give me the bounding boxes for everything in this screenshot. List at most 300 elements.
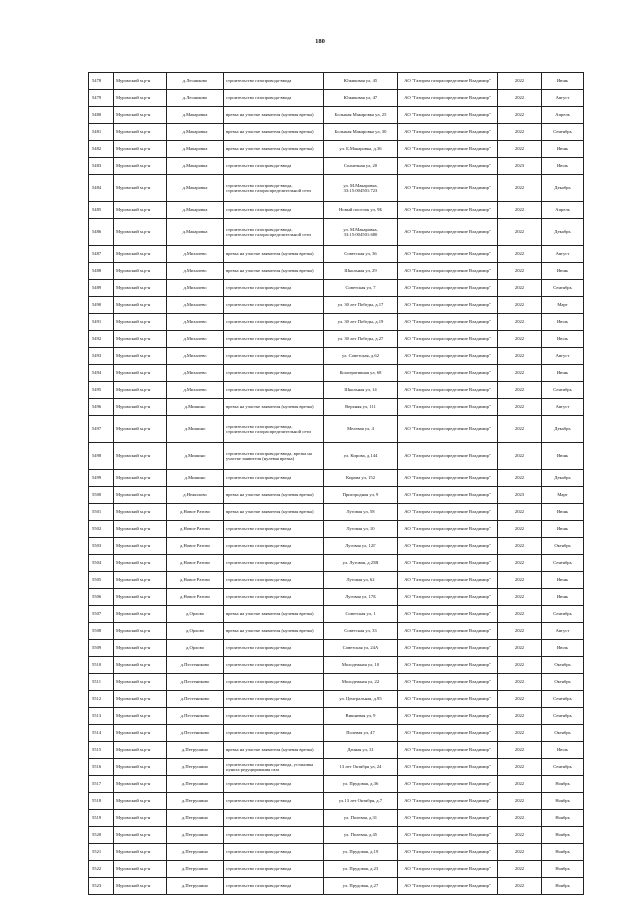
- district-cell: Муромский м.р-н: [114, 443, 167, 470]
- address-cell: Кооперативная ул, 68: [324, 365, 398, 382]
- address-cell: Дачная ул, 31: [324, 742, 398, 759]
- settlement-cell: д.Михалево: [167, 280, 224, 297]
- row-number: 5500: [89, 487, 114, 504]
- owner-cell: АО "Газпром газораспределение Владимир": [398, 487, 498, 504]
- district-cell: Муромский м.р-н: [114, 90, 167, 107]
- work-type-cell: строительство газопровода-ввода: [224, 521, 324, 538]
- work-type-cell: строительство газопровода-ввода: [224, 657, 324, 674]
- table-row: [89, 589, 584, 606]
- month-cell: Июнь: [542, 263, 584, 280]
- district-cell: Муромский м.р-н: [114, 487, 167, 504]
- address-cell: Советская ул, 24А: [324, 640, 398, 657]
- district-cell: Муромский м.р-н: [114, 844, 167, 861]
- table-row: [89, 175, 584, 202]
- owner-cell: АО "Газпром газораспределение Владимир": [398, 742, 498, 759]
- year-cell: 2022: [498, 623, 542, 640]
- month-cell: Июль: [542, 640, 584, 657]
- owner-cell: АО "Газпром газораспределение Владимир": [398, 470, 498, 487]
- work-type-cell: строительство газопровода-ввода: [224, 538, 324, 555]
- settlement-cell: д.Петрушино: [167, 742, 224, 759]
- table-row: [89, 708, 584, 725]
- owner-cell: АО "Газпром газораспределение Владимир": [398, 202, 498, 219]
- owner-cell: АО "Газпром газораспределение Владимир": [398, 348, 498, 365]
- address-cell: Луговая ул, 10: [324, 521, 398, 538]
- settlement-cell: д.Орлово: [167, 623, 224, 640]
- address-cell: ул. Кирова, д.144: [324, 443, 398, 470]
- month-cell: Сентябрь: [542, 759, 584, 776]
- district-cell: Муромский м.р-н: [114, 742, 167, 759]
- work-type-cell: строительство газопровода-ввода, строительство газораспределительной сети: [224, 175, 324, 202]
- work-type-cell: строительство газопровода-ввода: [224, 331, 324, 348]
- row-number: 5522: [89, 861, 114, 878]
- month-cell: Сентябрь: [542, 606, 584, 623]
- address-cell: Южиковая ул, 45: [324, 73, 398, 90]
- table-row: [89, 107, 584, 124]
- owner-cell: АО "Газпром газораспределение Владимир": [398, 844, 498, 861]
- row-number: 5486: [89, 219, 114, 246]
- table-row: [89, 365, 584, 382]
- work-type-cell: строительство газопровода-ввода, установка пункта редуцирования газа: [224, 759, 324, 776]
- district-cell: Муромский м.р-н: [114, 759, 167, 776]
- district-cell: Муромский м.р-н: [114, 674, 167, 691]
- year-cell: 2022: [498, 793, 542, 810]
- month-cell: Июнь: [542, 73, 584, 90]
- year-cell: 2022: [498, 365, 542, 382]
- year-cell: 2022: [498, 443, 542, 470]
- address-cell: ул. Полевая, д.31: [324, 810, 398, 827]
- table-row: [89, 263, 584, 280]
- settlement-cell: д.Петрушино: [167, 793, 224, 810]
- district-cell: Муромский м.р-н: [114, 219, 167, 246]
- year-cell: 2022: [498, 470, 542, 487]
- work-type-cell: строительство газопровода-ввода: [224, 348, 324, 365]
- settlement-cell: д.Михалево: [167, 382, 224, 399]
- district-cell: Муромский м.р-н: [114, 640, 167, 657]
- month-cell: Июнь: [542, 504, 584, 521]
- year-cell: 2022: [498, 348, 542, 365]
- settlement-cell: д.Михалево: [167, 365, 224, 382]
- owner-cell: АО "Газпром газораспределение Владимир": [398, 158, 498, 175]
- work-type-cell: строительство газопровода-ввода: [224, 708, 324, 725]
- work-type-cell: строительство газопровода-ввода: [224, 555, 324, 572]
- row-number: 5478: [89, 73, 114, 90]
- district-cell: Муромский м.р-н: [114, 606, 167, 623]
- address-cell: Молодежная ул, 10: [324, 657, 398, 674]
- address-cell: Советская ул, 36: [324, 246, 398, 263]
- address-cell: Новый поселок ул, 9Б: [324, 202, 398, 219]
- table-row: [89, 861, 584, 878]
- year-cell: 2022: [498, 742, 542, 759]
- month-cell: Ноябрь: [542, 793, 584, 810]
- table-row: [89, 246, 584, 263]
- table-row: [89, 141, 584, 158]
- month-cell: Август: [542, 90, 584, 107]
- settlement-cell: д.Петрушино: [167, 827, 224, 844]
- owner-cell: АО "Газпром газораспределение Владимир": [398, 141, 498, 158]
- settlement-cell: д.Лесниково: [167, 73, 224, 90]
- settlement-cell: д.Пестениково: [167, 708, 224, 725]
- year-cell: 2022: [498, 844, 542, 861]
- work-type-cell: строительство газопровода-ввода, строительство газораспределительной сети: [224, 416, 324, 443]
- month-cell: Ноябрь: [542, 861, 584, 878]
- owner-cell: АО "Газпром газораспределение Владимир": [398, 416, 498, 443]
- settlement-cell: д.Петрушино: [167, 759, 224, 776]
- work-type-cell: врезка на участке заявителя (нулевая врезка): [224, 399, 324, 416]
- row-number: 5521: [89, 844, 114, 861]
- table-row: [89, 538, 584, 555]
- settlement-cell: д.Пестениково: [167, 725, 224, 742]
- district-cell: Муромский м.р-н: [114, 572, 167, 589]
- address-cell: Советская ул, 7: [324, 280, 398, 297]
- table-row: [89, 73, 584, 90]
- district-cell: Муромский м.р-н: [114, 124, 167, 141]
- work-type-cell: строительство газопровода-ввода: [224, 202, 324, 219]
- row-number: 5481: [89, 124, 114, 141]
- table-row: [89, 202, 584, 219]
- work-type-cell: строительство газопровода-ввода: [224, 640, 324, 657]
- year-cell: 2022: [498, 878, 542, 895]
- settlement-cell: д.Петрушино: [167, 844, 224, 861]
- owner-cell: АО "Газпром газораспределение Владимир": [398, 555, 498, 572]
- row-number: 5506: [89, 589, 114, 606]
- work-type-cell: врезка на участке заявителя (нулевая врезка): [224, 246, 324, 263]
- month-cell: Июль: [542, 742, 584, 759]
- row-number: 5508: [89, 623, 114, 640]
- table-row: [89, 219, 584, 246]
- month-cell: Декабрь: [542, 416, 584, 443]
- address-cell: Советская ул, 33: [324, 623, 398, 640]
- owner-cell: АО "Газпром газораспределение Владимир": [398, 606, 498, 623]
- district-cell: Муромский м.р-н: [114, 382, 167, 399]
- month-cell: Июнь: [542, 521, 584, 538]
- row-number: 5513: [89, 708, 114, 725]
- work-type-cell: врезка на участке заявителя (нулевая врезка): [224, 141, 324, 158]
- row-number: 5512: [89, 691, 114, 708]
- work-type-cell: строительство газопровода-ввода: [224, 90, 324, 107]
- address-cell: ул. Полевая, д.45: [324, 827, 398, 844]
- row-number: 5509: [89, 640, 114, 657]
- row-number: 5497: [89, 416, 114, 443]
- owner-cell: АО "Газпром газораспределение Владимир": [398, 331, 498, 348]
- table-row: [89, 674, 584, 691]
- row-number: 5484: [89, 175, 114, 202]
- address-cell: ул. Прудовая, д.23: [324, 861, 398, 878]
- owner-cell: АО "Газпром газораспределение Владимир": [398, 623, 498, 640]
- owner-cell: АО "Газпром газораспределение Владимир": [398, 219, 498, 246]
- table-row: [89, 742, 584, 759]
- row-number: 5482: [89, 141, 114, 158]
- district-cell: Муромский м.р-н: [114, 861, 167, 878]
- owner-cell: АО "Газпром газораспределение Владимир": [398, 504, 498, 521]
- owner-cell: АО "Газпром газораспределение Владимир": [398, 827, 498, 844]
- district-cell: Муромский м.р-н: [114, 623, 167, 640]
- row-number: 5491: [89, 314, 114, 331]
- settlement-cell: д.Нежилово: [167, 487, 224, 504]
- month-cell: Апрель: [542, 202, 584, 219]
- year-cell: 2023: [498, 487, 542, 504]
- owner-cell: АО "Газпром газораспределение Владимир": [398, 759, 498, 776]
- address-cell: Луговая ул, 17Б: [324, 589, 398, 606]
- settlement-cell: д.Михалево: [167, 263, 224, 280]
- owner-cell: АО "Газпром газораспределение Владимир": [398, 521, 498, 538]
- owner-cell: АО "Газпром газораспределение Владимир": [398, 657, 498, 674]
- owner-cell: АО "Газпром газораспределение Владимир": [398, 810, 498, 827]
- settlement-cell: д.Петрушино: [167, 810, 224, 827]
- gasification-registry-table: [88, 72, 584, 895]
- address-cell: ул. М.Макаровка, 33:15:004501:723: [324, 175, 398, 202]
- address-cell: ул. 30 лет Победы, д.27: [324, 331, 398, 348]
- owner-cell: АО "Газпром газораспределение Владимир": [398, 90, 498, 107]
- work-type-cell: строительство газопровода-ввода: [224, 314, 324, 331]
- address-cell: ул. Центральная, д.95: [324, 691, 398, 708]
- district-cell: Муромский м.р-н: [114, 725, 167, 742]
- owner-cell: АО "Газпром газораспределение Владимир": [398, 878, 498, 895]
- year-cell: 2022: [498, 331, 542, 348]
- settlement-cell: д.Михалево: [167, 297, 224, 314]
- month-cell: Ноябрь: [542, 844, 584, 861]
- table-row: [89, 640, 584, 657]
- owner-cell: АО "Газпром газораспределение Владимир": [398, 572, 498, 589]
- settlement-cell: д.Пестениково: [167, 674, 224, 691]
- settlement-cell: д.Михалево: [167, 331, 224, 348]
- table-row: [89, 555, 584, 572]
- address-cell: Луговая ул, 12Г: [324, 538, 398, 555]
- settlement-cell: д.Макаровка: [167, 141, 224, 158]
- year-cell: 2022: [498, 175, 542, 202]
- month-cell: Июнь: [542, 572, 584, 589]
- row-number: 5515: [89, 742, 114, 759]
- row-number: 5487: [89, 246, 114, 263]
- table-row: [89, 657, 584, 674]
- row-number: 5479: [89, 90, 114, 107]
- district-cell: Муромский м.р-н: [114, 504, 167, 521]
- address-cell: ул. Прудовая, д.27: [324, 878, 398, 895]
- year-cell: 2022: [498, 246, 542, 263]
- settlement-cell: д.Макаровка: [167, 202, 224, 219]
- work-type-cell: врезка на участке заявителя (нулевая врезка): [224, 124, 324, 141]
- month-cell: Декабрь: [542, 175, 584, 202]
- work-type-cell: строительство газопровода-ввода: [224, 844, 324, 861]
- table-row: [89, 470, 584, 487]
- work-type-cell: строительство газопровода-ввода: [224, 470, 324, 487]
- row-number: 5507: [89, 606, 114, 623]
- table-row: [89, 158, 584, 175]
- month-cell: Сентябрь: [542, 708, 584, 725]
- row-number: 5502: [89, 521, 114, 538]
- settlement-cell: д.Мишино: [167, 399, 224, 416]
- settlement-cell: д.Петрушино: [167, 878, 224, 895]
- district-cell: Муромский м.р-н: [114, 175, 167, 202]
- work-type-cell: строительство газопровода-ввода: [224, 793, 324, 810]
- settlement-cell: д.Лесниково: [167, 90, 224, 107]
- owner-cell: АО "Газпром газораспределение Владимир": [398, 691, 498, 708]
- row-number: 5489: [89, 280, 114, 297]
- work-type-cell: строительство газопровода-ввода: [224, 572, 324, 589]
- district-cell: Муромский м.р-н: [114, 314, 167, 331]
- row-number: 5490: [89, 297, 114, 314]
- row-number: 5499: [89, 470, 114, 487]
- owner-cell: АО "Газпром газораспределение Владимир": [398, 297, 498, 314]
- work-type-cell: врезка на участке заявителя (нулевая врезка): [224, 263, 324, 280]
- row-number: 5496: [89, 399, 114, 416]
- table-row: [89, 844, 584, 861]
- row-number: 5518: [89, 793, 114, 810]
- work-type-cell: строительство газопровода-ввода: [224, 827, 324, 844]
- table-row: [89, 725, 584, 742]
- work-type-cell: врезка на участке заявителя (нулевая врезка): [224, 504, 324, 521]
- row-number: 5480: [89, 107, 114, 124]
- row-number: 5503: [89, 538, 114, 555]
- address-cell: ул. Луговая, д.25В: [324, 555, 398, 572]
- address-cell: Советская ул, 1: [324, 606, 398, 623]
- settlement-cell: д.Михалево: [167, 246, 224, 263]
- district-cell: Муромский м.р-н: [114, 691, 167, 708]
- month-cell: Август: [542, 348, 584, 365]
- year-cell: 2022: [498, 589, 542, 606]
- work-type-cell: строительство газопровода-ввода: [224, 861, 324, 878]
- table-row: [89, 280, 584, 297]
- table-row: [89, 759, 584, 776]
- district-cell: Муромский м.р-н: [114, 827, 167, 844]
- address-cell: Школьная ул, 29: [324, 263, 398, 280]
- owner-cell: АО "Газпром газораспределение Владимир": [398, 280, 498, 297]
- year-cell: 2022: [498, 280, 542, 297]
- table-row: [89, 878, 584, 895]
- address-cell: Школьная ул, 14: [324, 382, 398, 399]
- month-cell: Март: [542, 487, 584, 504]
- table-row: [89, 623, 584, 640]
- month-cell: Декабрь: [542, 470, 584, 487]
- address-cell: ул. 30 лет Победы, д.19: [324, 314, 398, 331]
- work-type-cell: строительство газопровода-ввода: [224, 725, 324, 742]
- settlement-cell: д.Новое Ратово: [167, 572, 224, 589]
- address-cell: ул. Прудовая, д.19: [324, 844, 398, 861]
- district-cell: Муромский м.р-н: [114, 657, 167, 674]
- table-row: [89, 416, 584, 443]
- district-cell: Муромский м.р-н: [114, 263, 167, 280]
- work-type-cell: строительство газопровода-ввода, врезка на участке заявителя (нулевая врезка): [224, 443, 324, 470]
- month-cell: Ноябрь: [542, 776, 584, 793]
- row-number: 5494: [89, 365, 114, 382]
- district-cell: Муромский м.р-н: [114, 348, 167, 365]
- work-type-cell: строительство газопровода-ввода: [224, 280, 324, 297]
- address-cell: ул. Прудовая, д.36: [324, 776, 398, 793]
- settlement-cell: д.Макаровка: [167, 107, 224, 124]
- year-cell: 2022: [498, 504, 542, 521]
- address-cell: Пригородная ул, 9: [324, 487, 398, 504]
- month-cell: Июнь: [542, 589, 584, 606]
- row-number: 5511: [89, 674, 114, 691]
- year-cell: 2022: [498, 657, 542, 674]
- row-number: 5505: [89, 572, 114, 589]
- district-cell: Муромский м.р-н: [114, 246, 167, 263]
- district-cell: Муромский м.р-н: [114, 793, 167, 810]
- month-cell: Август: [542, 623, 584, 640]
- settlement-cell: д.Михалево: [167, 348, 224, 365]
- table-row: [89, 691, 584, 708]
- year-cell: 2022: [498, 416, 542, 443]
- district-cell: Муромский м.р-н: [114, 521, 167, 538]
- month-cell: Декабрь: [542, 219, 584, 246]
- row-number: 5498: [89, 443, 114, 470]
- work-type-cell: строительство газопровода-ввода: [224, 382, 324, 399]
- row-number: 5493: [89, 348, 114, 365]
- year-cell: 2023: [498, 158, 542, 175]
- settlement-cell: д.Орлово: [167, 640, 224, 657]
- year-cell: 2022: [498, 521, 542, 538]
- table-row: [89, 124, 584, 141]
- work-type-cell: строительство газопровода-ввода: [224, 776, 324, 793]
- year-cell: 2022: [498, 399, 542, 416]
- district-cell: Муромский м.р-н: [114, 280, 167, 297]
- table-row: [89, 810, 584, 827]
- owner-cell: АО "Газпром газораспределение Владимир": [398, 382, 498, 399]
- district-cell: Муромский м.р-н: [114, 776, 167, 793]
- month-cell: Сентябрь: [542, 691, 584, 708]
- row-number: 5492: [89, 331, 114, 348]
- row-number: 5520: [89, 827, 114, 844]
- district-cell: Муромский м.р-н: [114, 331, 167, 348]
- table-row: [89, 331, 584, 348]
- owner-cell: АО "Газпром газораспределение Владимир": [398, 124, 498, 141]
- table-row: [89, 399, 584, 416]
- settlement-cell: д.Макаровка: [167, 158, 224, 175]
- settlement-cell: д.Новое Ратово: [167, 589, 224, 606]
- row-number: 5501: [89, 504, 114, 521]
- address-cell: 13 лет Октября ул, 24: [324, 759, 398, 776]
- address-cell: Южиковая ул, 47: [324, 90, 398, 107]
- year-cell: 2022: [498, 827, 542, 844]
- settlement-cell: д.Петрушино: [167, 776, 224, 793]
- row-number: 5485: [89, 202, 114, 219]
- district-cell: Муромский м.р-н: [114, 538, 167, 555]
- district-cell: Муромский м.р-н: [114, 399, 167, 416]
- owner-cell: АО "Газпром газораспределение Владимир": [398, 107, 498, 124]
- district-cell: Муромский м.р-н: [114, 416, 167, 443]
- address-cell: Луговая ул, 62: [324, 572, 398, 589]
- work-type-cell: строительство газопровода-ввода: [224, 691, 324, 708]
- year-cell: 2022: [498, 314, 542, 331]
- table-row: [89, 90, 584, 107]
- address-cell: ул. М.Макаровка, 33:15:004501:680: [324, 219, 398, 246]
- month-cell: Сентябрь: [542, 555, 584, 572]
- settlement-cell: д.Орлово: [167, 606, 224, 623]
- row-number: 5517: [89, 776, 114, 793]
- settlement-cell: д.Макаровка: [167, 219, 224, 246]
- owner-cell: АО "Газпром газораспределение Владимир": [398, 365, 498, 382]
- year-cell: 2022: [498, 73, 542, 90]
- month-cell: Июль: [542, 314, 584, 331]
- owner-cell: АО "Газпром газораспределение Владимир": [398, 246, 498, 263]
- year-cell: 2022: [498, 107, 542, 124]
- address-cell: ул. Советская, д.62: [324, 348, 398, 365]
- owner-cell: АО "Газпром газораспределение Владимир": [398, 538, 498, 555]
- address-cell: Верхняя ул, 111: [324, 399, 398, 416]
- month-cell: Октябрь: [542, 725, 584, 742]
- work-type-cell: строительство газопровода-ввода: [224, 878, 324, 895]
- owner-cell: АО "Газпром газораспределение Владимир": [398, 314, 498, 331]
- year-cell: 2022: [498, 759, 542, 776]
- table-row: [89, 382, 584, 399]
- month-cell: Октябрь: [542, 538, 584, 555]
- address-cell: Вишневая ул, 9: [324, 708, 398, 725]
- work-type-cell: строительство газопровода-ввода: [224, 297, 324, 314]
- work-type-cell: строительство газопровода-ввода: [224, 365, 324, 382]
- row-number: 5514: [89, 725, 114, 742]
- year-cell: 2022: [498, 640, 542, 657]
- year-cell: 2022: [498, 606, 542, 623]
- table-row: [89, 504, 584, 521]
